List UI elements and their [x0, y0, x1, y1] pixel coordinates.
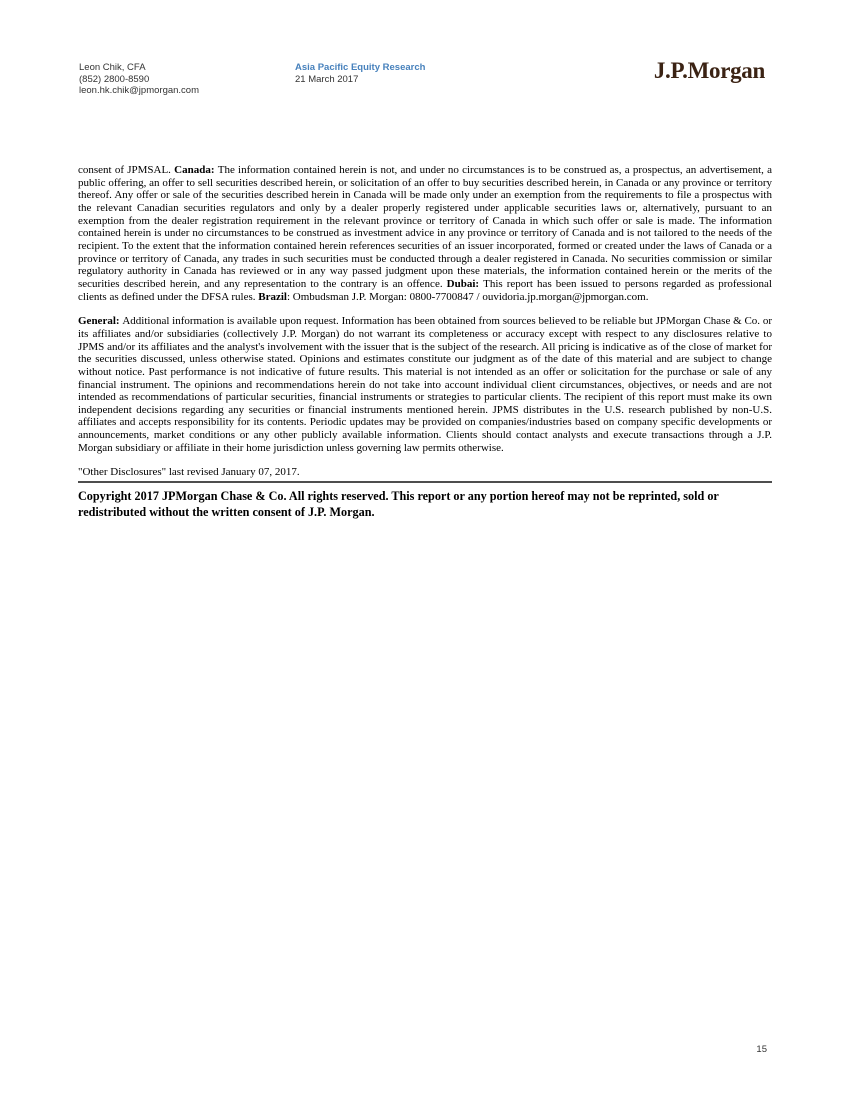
- jpmorgan-logo: J.P.Morgan: [653, 58, 765, 83]
- publication-title: Asia Pacific Equity Research: [295, 62, 426, 73]
- section-divider: [78, 481, 772, 483]
- analyst-contact-block: [79, 62, 199, 97]
- publication-date: 21 March 2017: [295, 73, 359, 85]
- disclosure-paragraphs: [78, 164, 772, 479]
- disclosure-paragraph: "Other Disclosures" last revised January 07, 2017.: [78, 466, 300, 479]
- publication-block: [295, 62, 425, 85]
- analyst-email: leon.hk.chik@jpmorgan.com: [79, 85, 200, 97]
- page-number: 15: [756, 1044, 767, 1055]
- disclosure-paragraph: consent of JPMSAL. Canada: The information contained herein is not, and under no circumstances is to be construed as, a prospectus, an advertisement, a public offering, an offer to sell securities described herein, or solicitation of an offer to buy securities described herein, in Canada or any province or territory thereof. Any offer or sale of the securities described herein in Canada will be made only under an exemption from the requirements to file a prospectus with the relevant Canadian securities regulators and only by a dealer properly registered under applicable securities laws or, alternatively, pursuant to an exemption from the dealer registration requirement in the relevant province or territory of Canada in which such offer or sale is made. The information contained herein is under no circumstances to be construed as investment advice in any province or territory of Canada and is not tailored to the needs of the recipient. To the extent that the information contained herein references securities of an issuer incorporated, formed or created under the laws of Canada or a province or territory of Canada, any trades in such securities must be conducted through a dealer registered in Canada. No securities commission or similar regulatory authority in Canada has reviewed or in any way passed judgment upon these materials, the information contained herein or the merits of the securities described herein, and any representation to the contrary is an offence. Dubai: This report has been issued to persons regarded as professional clients as defined under the DFSA rules. Brazil: Ombudsman J.P. Morgan: 0800-7700847 / ouvidoria.jp.morgan@jpmorgan.com.: [78, 164, 773, 303]
- copyright-line-2: redistributed without the written consent of J.P. Morgan.: [78, 504, 375, 519]
- disclosure-body: [78, 164, 772, 520]
- analyst-name: Leon Chik, CFA: [79, 62, 146, 73]
- disclosure-paragraph: General: Additional information is available upon request. Information has been obtained from sources believed to be reliable but JPMorgan Chase & Co. or its affiliates and/or subsidiaries (collectively J.P. Morgan) do not warrant its completeness or accuracy except with respect to any disclosures relative to JPMS and/or its affiliates and the analyst's involvement with the issuer that is the subject of the research. All pricing is indicative as of the close of market for the securities discussed, unless otherwise stated. Opinions and estimates constitute our judgment as of the date of this material and are subject to change without notice. Past performance is not indicative of future results. This material is not intended as an offer or solicitation for the purchase or sale of any financial instrument. The opinions and recommendations herein do not take into account individual client circumstances, objectives, or needs and are not intended as recommendations of particular securities, financial instruments or strategies to particular clients. The recipient of this report must make its own independent decisions regarding any securities or financial instruments mentioned herein. JPMS distributes in the U.S. research published by non-U.S. affiliates and accepts responsibility for its contents. Periodic updates may be provided on companies/industries based on company specific developments or announcements, market conditions or any other publicly available information. Clients should contact analysts and execute transactions through a J.P. Morgan subsidiary or affiliate in their home jurisdiction unless governing law permits otherwise.: [78, 315, 772, 454]
- copyright-notice: [78, 489, 772, 520]
- analyst-phone: (852) 2800-8590: [79, 73, 150, 85]
- copyright-line-1: Copyright 2017 JPMorgan Chase & Co. All rights reserved. This report or any portion hereof may not be reprinted, sold or: [78, 489, 719, 504]
